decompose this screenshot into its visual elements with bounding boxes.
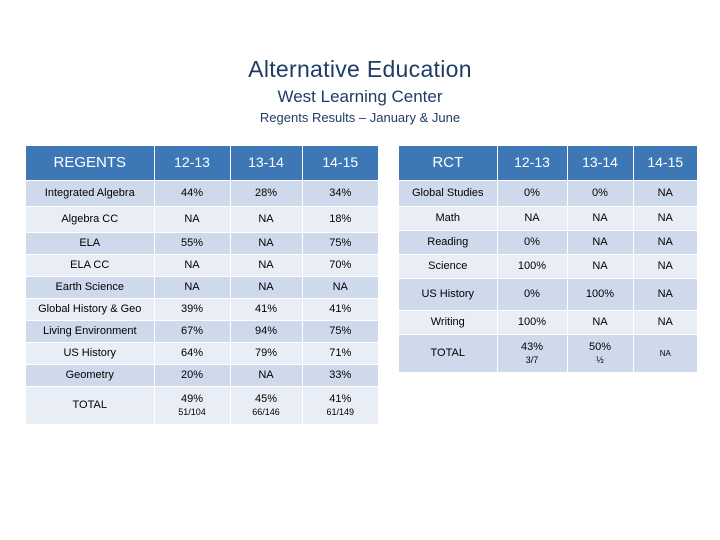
regents-total-fraction: 51/104 <box>178 406 206 417</box>
rct-total-row <box>399 334 697 372</box>
rct-cell: NA <box>567 254 633 278</box>
rct-subject: Reading <box>399 230 497 254</box>
regents-subject: ELA CC <box>26 254 154 276</box>
regents-cell: 94% <box>230 320 302 342</box>
regents-subject: Living Environment <box>26 320 154 342</box>
table-row <box>399 254 697 278</box>
regents-cell: 71% <box>302 342 378 364</box>
regents-subject: US History <box>26 342 154 364</box>
regents-header-12-13: 12-13 <box>154 146 230 180</box>
rct-cell: NA <box>633 310 697 334</box>
rct-cell: NA <box>633 230 697 254</box>
rct-cell: 0% <box>497 180 567 206</box>
table-row <box>399 310 697 334</box>
table-row <box>26 254 378 276</box>
regents-cell: NA <box>154 206 230 232</box>
regents-total-row <box>26 386 378 424</box>
regents-cell: 67% <box>154 320 230 342</box>
regents-cell: 79% <box>230 342 302 364</box>
rct-total-label: TOTAL <box>399 334 497 372</box>
table-row <box>26 206 378 232</box>
regents-cell: 55% <box>154 232 230 254</box>
rct-cell: NA <box>567 230 633 254</box>
table-row <box>26 364 378 386</box>
regents-cell: 39% <box>154 298 230 320</box>
regents-header-14-15: 14-15 <box>302 146 378 180</box>
rct-total-cell <box>567 334 633 372</box>
regents-cell: NA <box>230 254 302 276</box>
rct-total-cell <box>633 334 697 372</box>
regents-cell: 64% <box>154 342 230 364</box>
regents-total-percent: 49% <box>180 392 204 405</box>
regents-total-cell <box>154 386 230 424</box>
rct-header-14-15: 14-15 <box>633 146 697 180</box>
regents-subject: Geometry <box>26 364 154 386</box>
regents-header-13-14: 13-14 <box>230 146 302 180</box>
rct-cell: NA <box>497 206 567 230</box>
regents-subject: ELA <box>26 232 154 254</box>
rct-cell: 0% <box>497 278 567 310</box>
regents-cell: 18% <box>302 206 378 232</box>
regents-total-percent: 45% <box>254 392 278 405</box>
table-row <box>26 232 378 254</box>
regents-cell: 28% <box>230 180 302 206</box>
rct-total-fraction: 3/7 <box>525 354 539 365</box>
rct-cell: NA <box>633 254 697 278</box>
rct-header-row <box>399 146 697 180</box>
regents-cell: NA <box>230 276 302 298</box>
rct-cell: 0% <box>497 230 567 254</box>
regents-cell: 70% <box>302 254 378 276</box>
page-title: Alternative Education <box>248 56 472 82</box>
regents-header-row <box>26 146 378 180</box>
regents-total-fraction: 66/146 <box>252 406 280 417</box>
regents-subject: Algebra CC <box>26 206 154 232</box>
rct-subject: Global Studies <box>399 180 497 206</box>
rct-cell: NA <box>567 206 633 230</box>
regents-header-label: REGENTS <box>26 146 154 180</box>
rct-cell: 0% <box>567 180 633 206</box>
rct-cell: 100% <box>497 310 567 334</box>
rct-total-percent: 43% <box>520 340 544 353</box>
page-subtitle: West Learning Center <box>277 87 443 106</box>
rct-total-percent: 50% <box>588 340 612 353</box>
regents-total-cell <box>230 386 302 424</box>
regents-cell: NA <box>302 276 378 298</box>
regents-cell: NA <box>230 206 302 232</box>
regents-cell: 33% <box>302 364 378 386</box>
table-row <box>26 276 378 298</box>
rct-cell: NA <box>633 180 697 206</box>
rct-cell: 100% <box>567 278 633 310</box>
regents-cell: 75% <box>302 232 378 254</box>
regents-total-fraction: 61/149 <box>326 406 355 417</box>
table-row <box>399 230 697 254</box>
regents-table <box>26 146 378 424</box>
rct-total-cell <box>497 334 567 372</box>
rct-table <box>399 146 697 372</box>
rct-subject: US History <box>399 278 497 310</box>
regents-cell: NA <box>154 276 230 298</box>
regents-cell: NA <box>230 232 302 254</box>
table-row <box>26 180 378 206</box>
regents-cell: 20% <box>154 364 230 386</box>
regents-subject: Global History & Geo <box>26 298 154 320</box>
regents-total-cell <box>302 386 378 424</box>
rct-subject: Science <box>399 254 497 278</box>
rct-header-12-13: 12-13 <box>497 146 567 180</box>
regents-cell: NA <box>154 254 230 276</box>
regents-cell: NA <box>230 364 302 386</box>
rct-subject: Math <box>399 206 497 230</box>
regents-cell: 34% <box>302 180 378 206</box>
rct-header-label: RCT <box>399 146 497 180</box>
regents-cell: 44% <box>154 180 230 206</box>
rct-cell: NA <box>633 278 697 310</box>
rct-cell: 100% <box>497 254 567 278</box>
table-row <box>399 180 697 206</box>
rct-cell: NA <box>567 310 633 334</box>
regents-cell: 75% <box>302 320 378 342</box>
regents-cell: 41% <box>302 298 378 320</box>
regents-subject: Earth Science <box>26 276 154 298</box>
table-row <box>399 278 697 310</box>
regents-cell: 41% <box>230 298 302 320</box>
regents-subject: Integrated Algebra <box>26 180 154 206</box>
rct-subject: Writing <box>399 310 497 334</box>
table-row <box>26 298 378 320</box>
regents-total-percent: 41% <box>329 392 352 405</box>
rct-header-13-14: 13-14 <box>567 146 633 180</box>
table-row <box>26 342 378 364</box>
table-row <box>26 320 378 342</box>
page-caption: Regents Results – January & June <box>259 110 461 125</box>
rct-cell: NA <box>633 206 697 230</box>
regents-total-label: TOTAL <box>26 386 154 424</box>
rct-total-percent: NA <box>659 349 671 359</box>
table-row <box>399 206 697 230</box>
rct-total-fraction: ½ <box>596 354 604 365</box>
